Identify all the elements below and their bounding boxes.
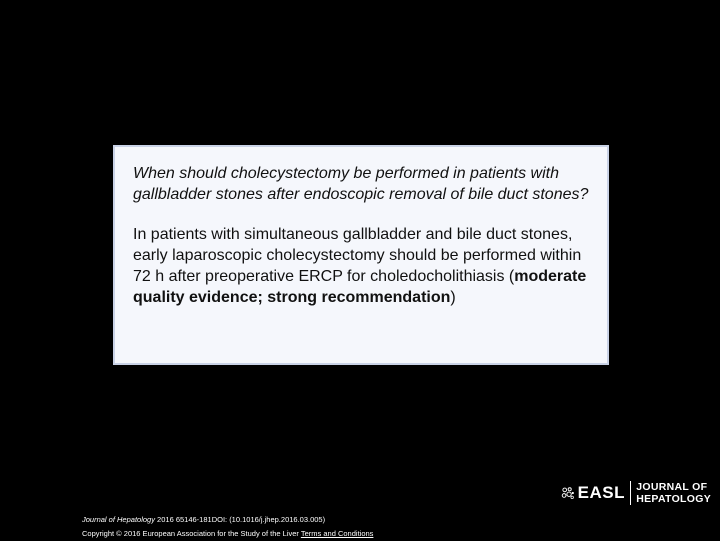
- copyright-line: [82, 527, 373, 541]
- question-text: When should cholecystectomy be performed in patients with gallbladder stones after endoscopic removal of bile duct stones?: [133, 165, 589, 203]
- easl-wordmark: EASL: [577, 483, 625, 502]
- copyright-text: Copyright © 2016 European Association for the Study of the Liver: [82, 529, 299, 538]
- answer-prefix: In patients with simultaneous gallbladder and bile duct stones, early laparoscopic cholecystectomy should be performed within 72 h after preoperative ERCP for choledocholithiasis (: [133, 226, 582, 285]
- journal-line1: JOURNAL OF: [636, 481, 708, 493]
- journal-wordmark: [636, 481, 711, 505]
- answer-suffix: ): [450, 289, 456, 306]
- logo-divider: [630, 481, 631, 505]
- card-content: [133, 163, 595, 308]
- journal-name: Journal of Hepatology: [82, 515, 155, 524]
- recommendation-card: [113, 145, 609, 365]
- terms-link[interactable]: Terms and Conditions: [300, 529, 374, 538]
- easl-journal-logo: [561, 479, 711, 507]
- citation-text: 2016 65146-181DOI: (10.1016/j.jhep.2016.03.005): [154, 515, 326, 524]
- answer-text: [133, 224, 595, 308]
- journal-line2: HEPATOLOGY: [636, 493, 711, 505]
- evidence-strength: moderate quality evidence; strong recommendation: [133, 268, 587, 306]
- easl-emblem-icon: [561, 482, 575, 504]
- citation-line: [82, 513, 373, 527]
- citation-footer: [82, 513, 373, 541]
